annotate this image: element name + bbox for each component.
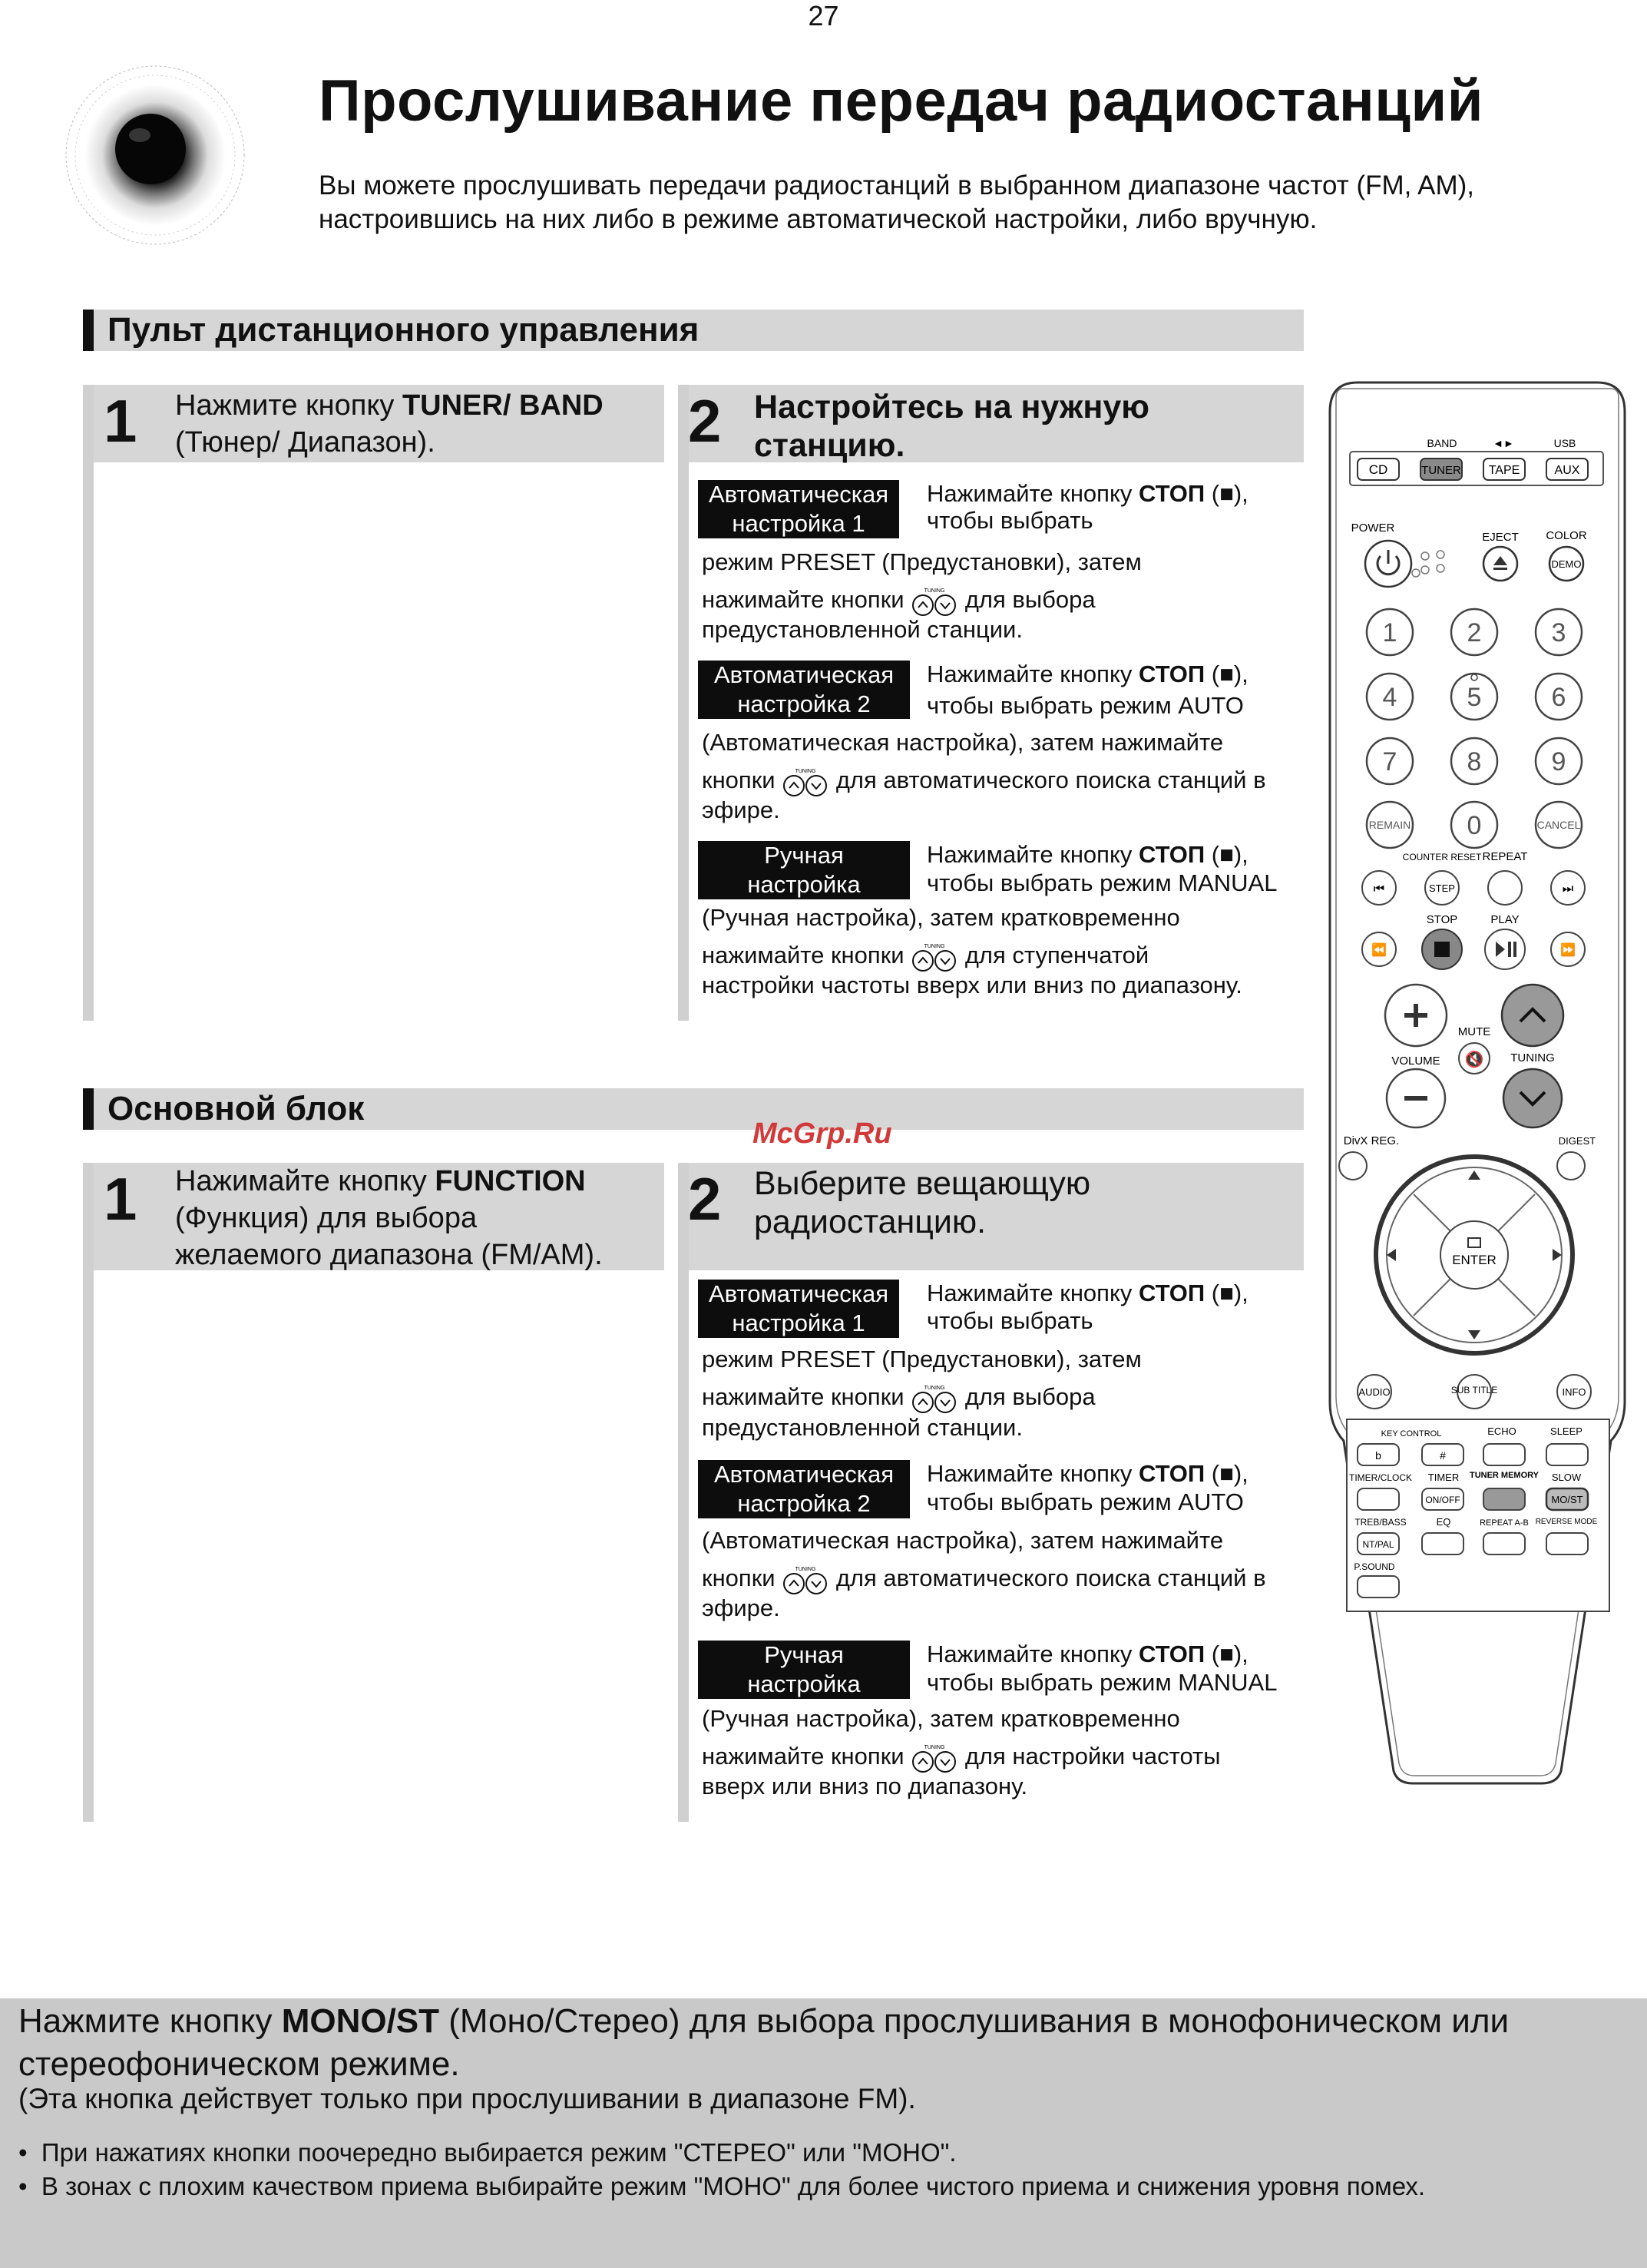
digit-5-label: 5 bbox=[1467, 683, 1482, 712]
tuning-updown-icon bbox=[911, 1384, 958, 1413]
tuning-updown-icon bbox=[782, 767, 829, 796]
digit-4-label: 4 bbox=[1382, 683, 1397, 712]
enter-label: ENTER bbox=[1452, 1253, 1497, 1267]
mono-st-button[interactable] bbox=[1546, 1488, 1588, 1510]
sleep-label: SLEEP bbox=[1550, 1425, 1583, 1437]
step-divider bbox=[83, 385, 94, 1021]
repeat-label: REPEAT bbox=[1482, 850, 1528, 863]
tuning-label: TUNING bbox=[1510, 1051, 1555, 1064]
body-line: нажимайте кнопки TUNING для выбора bbox=[702, 585, 1096, 616]
tuning-icon-label: TUNING bbox=[924, 588, 945, 594]
step-number: 1 bbox=[104, 1165, 137, 1233]
body-line: нажимайте кнопки TUNING для настройки частоты bbox=[702, 1742, 1221, 1773]
mode-label: Ручная настройка bbox=[698, 1641, 910, 1699]
digit-2-label: 2 bbox=[1467, 618, 1482, 647]
side-text: чтобы выбрать bbox=[927, 507, 1093, 534]
digit-3-label: 3 bbox=[1551, 618, 1566, 647]
navigation-pad[interactable] bbox=[1376, 1157, 1573, 1353]
digit-0-label: 0 bbox=[1467, 811, 1482, 840]
tuning-icon-label: TUNING bbox=[795, 768, 816, 774]
info-label: INFO bbox=[1562, 1386, 1586, 1398]
speaker-icon bbox=[64, 65, 246, 246]
tuner-button[interactable] bbox=[1420, 459, 1462, 480]
arrows-label: ◄► bbox=[1493, 437, 1514, 449]
step-instruction: Нажимайте кнопку FUNCTION (Функция) для выбора желаемого диапазона (FM/AM). bbox=[175, 1165, 603, 1271]
side-text: Нажимайте кнопку СТОП (■), bbox=[927, 1641, 1248, 1667]
digit-8-button[interactable] bbox=[1451, 738, 1497, 784]
body-line: эфире. bbox=[702, 1594, 780, 1621]
svg-text:⏪: ⏪ bbox=[1371, 944, 1387, 957]
step-number: 2 bbox=[688, 387, 722, 455]
remote-control bbox=[1327, 381, 1628, 1786]
svg-text:⏮: ⏮ bbox=[1373, 882, 1385, 896]
divx-reg-button[interactable] bbox=[1339, 1152, 1367, 1180]
mode-label: Автоматическая настройка 1 bbox=[698, 480, 899, 538]
subtitle-label: SUB TITLE bbox=[1450, 1385, 1498, 1396]
tuning-icon-label: TUNING bbox=[924, 943, 945, 949]
tuning-updown-icon bbox=[911, 587, 958, 616]
eject-button[interactable] bbox=[1483, 547, 1517, 581]
side-text: чтобы выбрать bbox=[927, 1307, 1093, 1334]
aux-button-label: AUX bbox=[1554, 464, 1580, 477]
svg-text:⏭: ⏭ bbox=[1562, 882, 1574, 896]
digit-4-button[interactable] bbox=[1367, 674, 1413, 720]
prev-track-button[interactable] bbox=[1362, 871, 1396, 905]
band-label: BAND bbox=[1427, 437, 1457, 449]
digit-9-button[interactable] bbox=[1536, 738, 1582, 784]
volume-label: VOLUME bbox=[1391, 1055, 1440, 1068]
power-button[interactable] bbox=[1365, 541, 1411, 587]
remain-button[interactable] bbox=[1367, 802, 1413, 848]
svg-text:#: # bbox=[1440, 1449, 1446, 1462]
mute-label: MUTE bbox=[1457, 1025, 1491, 1038]
mode-label: Автоматическая настройка 2 bbox=[698, 1460, 910, 1518]
sleep-button[interactable] bbox=[1546, 1444, 1588, 1465]
cd-button-label: CD bbox=[1368, 462, 1388, 477]
info-button[interactable] bbox=[1557, 1375, 1591, 1409]
echo-button[interactable] bbox=[1483, 1444, 1525, 1465]
body-line: предустановленной станции. bbox=[702, 616, 1023, 643]
step-number: 1 bbox=[104, 387, 137, 455]
section-heading-remote: Пульт дистанционного управления bbox=[83, 310, 1304, 351]
body-line: нажимайте кнопки TUNING для выбора bbox=[702, 1382, 1096, 1413]
volume-up-button[interactable] bbox=[1385, 985, 1447, 1046]
cancel-button[interactable] bbox=[1536, 802, 1582, 848]
tuning-updown-icon bbox=[911, 942, 958, 972]
tape-button[interactable] bbox=[1483, 459, 1525, 480]
body-line: настройки частоты вверх или вниз по диапазону. bbox=[702, 972, 1242, 998]
side-text: чтобы выбрать режим MANUAL bbox=[927, 869, 1278, 896]
key-control-label: KEY CONTROL bbox=[1381, 1429, 1442, 1439]
digit-1-button[interactable] bbox=[1367, 609, 1413, 655]
body-line: предустановленной станции. bbox=[702, 1414, 1023, 1441]
digit-6-button[interactable] bbox=[1536, 674, 1582, 720]
tuner-memory-label: TUNER MEMORY bbox=[1469, 1471, 1540, 1480]
timer-onoff-button[interactable] bbox=[1422, 1488, 1463, 1510]
footer-note: (Эта кнопка действует только при прослушивании в диапазоне FM). bbox=[18, 2083, 916, 2114]
play-pause-button[interactable] bbox=[1485, 929, 1525, 969]
step-divider bbox=[83, 1163, 94, 1822]
step-button[interactable] bbox=[1425, 871, 1459, 905]
step-instruction: Нажмите кнопку TUNER/ BAND (Тюнер/ Диапазон). bbox=[175, 389, 604, 459]
watermark: McGrp.Ru bbox=[752, 1117, 892, 1150]
body-line: кнопки TUNING для автоматического поиска станций в bbox=[702, 766, 1266, 796]
side-text: Нажимайте кнопку СТОП (■), bbox=[927, 661, 1248, 687]
digest-label: DIGEST bbox=[1558, 1135, 1596, 1147]
repeat-ab-button[interactable] bbox=[1483, 1533, 1525, 1554]
tuning-down-button[interactable] bbox=[1503, 1069, 1562, 1127]
side-text: Нажимайте кнопку СТОП (■), bbox=[927, 480, 1248, 507]
slow-label: SLOW bbox=[1551, 1472, 1582, 1483]
usb-label: USB bbox=[1553, 437, 1576, 449]
audio-button[interactable] bbox=[1358, 1375, 1391, 1409]
tuning-updown-icon bbox=[782, 1565, 829, 1594]
side-text: Нажимайте кнопку СТОП (■), bbox=[927, 1280, 1248, 1306]
step-heading: Выберите вещающую радиостанцию. bbox=[754, 1165, 1091, 1240]
reverse-mode-button[interactable] bbox=[1546, 1533, 1588, 1554]
digit-3-button[interactable] bbox=[1536, 609, 1582, 655]
reverse-mode-label: REVERSE MODE bbox=[1535, 1518, 1598, 1526]
rewind-button[interactable] bbox=[1362, 932, 1396, 966]
body-line: кнопки TUNING для автоматического поиска станций в bbox=[702, 1564, 1266, 1594]
intro-text: Вы можете прослушивать передачи радиостанций в выбранном диапазоне частот (FM, AM), настроившись на них либо в режиме автоматической настройки, либо вручную. bbox=[319, 171, 1475, 234]
p-sound-label: P.SOUND bbox=[1354, 1561, 1395, 1572]
cd-button[interactable] bbox=[1358, 459, 1399, 480]
digit-2-button[interactable] bbox=[1451, 609, 1497, 655]
side-text: Нажимайте кнопку СТОП (■), bbox=[927, 841, 1248, 868]
section-heading-main-unit: Основной блок bbox=[83, 1088, 1304, 1130]
tuning-icon-label: TUNING bbox=[795, 1566, 816, 1572]
tuning-icon-label: TUNING bbox=[924, 1744, 945, 1750]
tuning-up-button[interactable] bbox=[1502, 985, 1563, 1046]
eq-label: EQ bbox=[1436, 1516, 1451, 1528]
mute-button[interactable] bbox=[1459, 1043, 1490, 1074]
timer-clock-label: TIMER/CLOCK bbox=[1348, 1472, 1413, 1483]
side-text: чтобы выбрать режим AUTO bbox=[927, 692, 1244, 719]
digest-button[interactable] bbox=[1557, 1152, 1585, 1180]
stop-button[interactable] bbox=[1422, 929, 1462, 969]
digit-9-label: 9 bbox=[1551, 747, 1566, 776]
color-label: COLOR bbox=[1546, 529, 1587, 542]
mode-label: Автоматическая настройка 1 bbox=[698, 1280, 899, 1338]
side-text: чтобы выбрать режим AUTO bbox=[927, 1488, 1244, 1515]
tuner-memory-button[interactable] bbox=[1483, 1488, 1525, 1510]
side-text: чтобы выбрать режим MANUAL bbox=[927, 1669, 1278, 1696]
counter-reset-label: COUNTER RESET bbox=[1402, 852, 1482, 863]
tuning-updown-icon bbox=[911, 1743, 958, 1773]
step-divider bbox=[678, 385, 689, 1021]
side-text: Нажимайте кнопку СТОП (■), bbox=[927, 1460, 1248, 1487]
digit-0-button[interactable] bbox=[1451, 802, 1497, 848]
timer-clock-button[interactable] bbox=[1358, 1488, 1399, 1510]
body-line: вверх или вниз по диапазону. bbox=[702, 1773, 1028, 1800]
echo-label: ECHO bbox=[1487, 1425, 1516, 1437]
on-off-label: ON/OFF bbox=[1425, 1495, 1460, 1505]
footer-instruction: Нажмите кнопку MONO/ST (Моно/Стерео) для выбора прослушивания в монофоническом или стереофоническом режиме. bbox=[18, 2002, 1510, 2083]
tuning-icon-label: TUNING bbox=[924, 1385, 945, 1391]
eq-button[interactable] bbox=[1422, 1533, 1463, 1554]
nt-pal-label: NT/PAL bbox=[1362, 1539, 1394, 1550]
fast-forward-button[interactable] bbox=[1551, 932, 1585, 966]
play-label: PLAY bbox=[1490, 913, 1520, 926]
digit-5-button[interactable] bbox=[1451, 674, 1497, 720]
step-label: STEP bbox=[1429, 882, 1455, 894]
aux-button[interactable] bbox=[1546, 459, 1588, 480]
svg-text:⏩: ⏩ bbox=[1560, 944, 1576, 957]
cancel-label: CANCEL bbox=[1536, 819, 1581, 831]
mo-st-label: MO/ST bbox=[1551, 1494, 1583, 1505]
digit-7-label: 7 bbox=[1382, 747, 1397, 776]
repeat-button[interactable] bbox=[1488, 871, 1522, 905]
p-sound-button[interactable] bbox=[1358, 1576, 1399, 1598]
step-number: 2 bbox=[688, 1165, 722, 1233]
key-sharp-button[interactable] bbox=[1422, 1444, 1463, 1465]
footer-bullet: • При нажатиях кнопки поочередно выбирается режим "СТЕРЕО" или "МОНО". bbox=[18, 2138, 957, 2167]
demo-button[interactable] bbox=[1549, 547, 1583, 581]
page-number: 27 bbox=[808, 0, 839, 31]
demo-button-label: DEMO bbox=[1551, 558, 1582, 570]
svg-text:🔇: 🔇 bbox=[1464, 1051, 1484, 1068]
repeat-ab-label: REPEAT A-B bbox=[1480, 1518, 1529, 1528]
svg-text:b: b bbox=[1375, 1449, 1381, 1462]
body-line: (Ручная настройка), затем кратковременно bbox=[702, 1705, 1180, 1732]
step-heading: Настройтесь на нужную станцию. bbox=[754, 389, 1149, 464]
body-line: эфире. bbox=[702, 796, 780, 823]
tuner-button-label: TUNER bbox=[1421, 464, 1461, 477]
body-line: режим PRESET (Предустановки), затем bbox=[702, 548, 1142, 575]
tape-button-label: TAPE bbox=[1488, 464, 1520, 477]
divx-reg-label: DivX REG. bbox=[1343, 1134, 1400, 1147]
body-line: (Автоматическая настройка), затем нажимайте bbox=[702, 1527, 1224, 1554]
stop-label: STOP bbox=[1426, 913, 1458, 926]
nt-pal-button[interactable] bbox=[1358, 1533, 1399, 1554]
footer-bullet: • В зонах с плохим качеством приема выбирайте режим "МОНО" для более чистого приема и снижения уровня помех. bbox=[18, 2172, 1426, 2200]
step-divider bbox=[678, 1163, 689, 1822]
mode-label: Ручная настройка bbox=[698, 841, 910, 899]
digit-7-button[interactable] bbox=[1367, 738, 1413, 784]
treb-bass-label: TREB/BASS bbox=[1354, 1517, 1407, 1528]
digit-6-label: 6 bbox=[1551, 683, 1566, 712]
digit-8-label: 8 bbox=[1467, 747, 1482, 776]
key-flat-button[interactable] bbox=[1358, 1444, 1399, 1465]
body-line: (Ручная настройка), затем кратковременно bbox=[702, 904, 1180, 931]
body-line: (Автоматическая настройка), затем нажимайте bbox=[702, 729, 1224, 756]
page-title: Прослушивание передач радиостанций bbox=[319, 68, 1483, 134]
body-line: режим PRESET (Предустановки), затем bbox=[702, 1346, 1142, 1372]
audio-label: AUDIO bbox=[1358, 1386, 1391, 1398]
mode-label: Автоматическая настройка 2 bbox=[698, 661, 910, 719]
remain-label: REMAIN bbox=[1368, 819, 1411, 831]
timer-label: TIMER bbox=[1427, 1472, 1460, 1483]
next-track-button[interactable] bbox=[1551, 871, 1585, 905]
digit-1-label: 1 bbox=[1382, 618, 1397, 647]
power-label: POWER bbox=[1351, 521, 1395, 535]
volume-down-button[interactable] bbox=[1387, 1069, 1445, 1127]
eject-label: EJECT bbox=[1482, 531, 1519, 544]
body-line: нажимайте кнопки TUNING для ступенчатой bbox=[702, 941, 1149, 972]
